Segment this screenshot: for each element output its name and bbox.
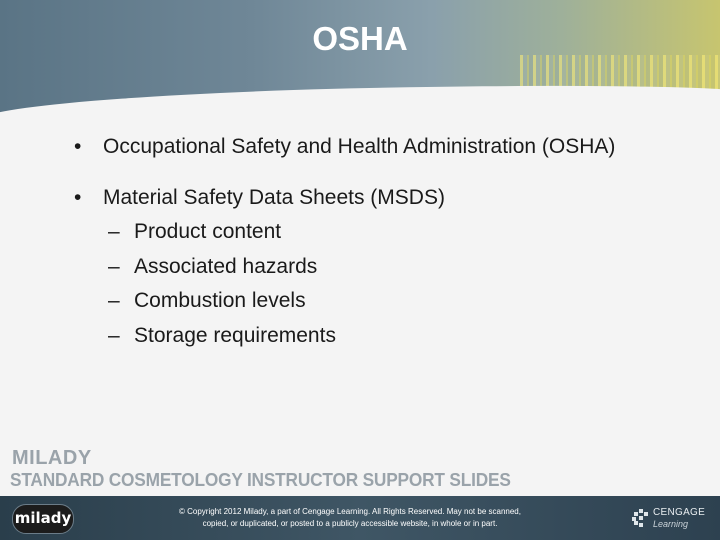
cengage-name: CENGAGE (653, 507, 706, 518)
sub-bullet-item (70, 215, 710, 250)
bullet-text: Occupational Safety and Health Administration (OSHA) (103, 135, 616, 158)
sub-bullet-text: Product content (134, 220, 282, 243)
cengage-mark-icon (632, 509, 650, 527)
sub-bullet-marker: – (108, 254, 120, 278)
footer-bar (0, 496, 720, 540)
milady-logo: milady (12, 504, 74, 534)
brand-name: MILADY (12, 447, 92, 469)
bullet-list (70, 130, 710, 353)
cengage-logo (632, 507, 712, 533)
cengage-subname: Learning (653, 519, 689, 529)
sub-bullet-text: Storage requirements (134, 323, 336, 347)
bullet-item (70, 181, 710, 215)
sub-bullet-marker: – (108, 220, 120, 243)
copyright-notice (140, 506, 560, 529)
copyright-line: copied, or duplicated, or posted to a publicly accessible website, in whole or in part. (202, 518, 498, 528)
sub-bullet-text: Associated hazards (134, 254, 318, 278)
sub-bullet-text: Combustion levels (134, 289, 306, 312)
sub-bullet-marker: – (108, 289, 120, 312)
slide-title: OSHA (312, 20, 408, 57)
sub-bullet-item (70, 250, 710, 285)
bullet-marker: • (74, 135, 82, 158)
sub-bullet-item (70, 319, 710, 354)
sub-bullet-item (70, 284, 710, 319)
sub-bullet-marker: – (108, 323, 120, 347)
bullet-marker: • (74, 186, 82, 209)
brand-series-title: STANDARD COSMETOLOGY INSTRUCTOR SUPPORT SLIDES (10, 470, 511, 490)
bullet-text: Material Safety Data Sheets (MSDS) (103, 186, 445, 209)
bullet-item (70, 130, 710, 164)
copyright-line: © Copyright 2012 Milady, a part of Cengage Learning. All Rights Reserved. May not be scanned, (179, 507, 521, 516)
